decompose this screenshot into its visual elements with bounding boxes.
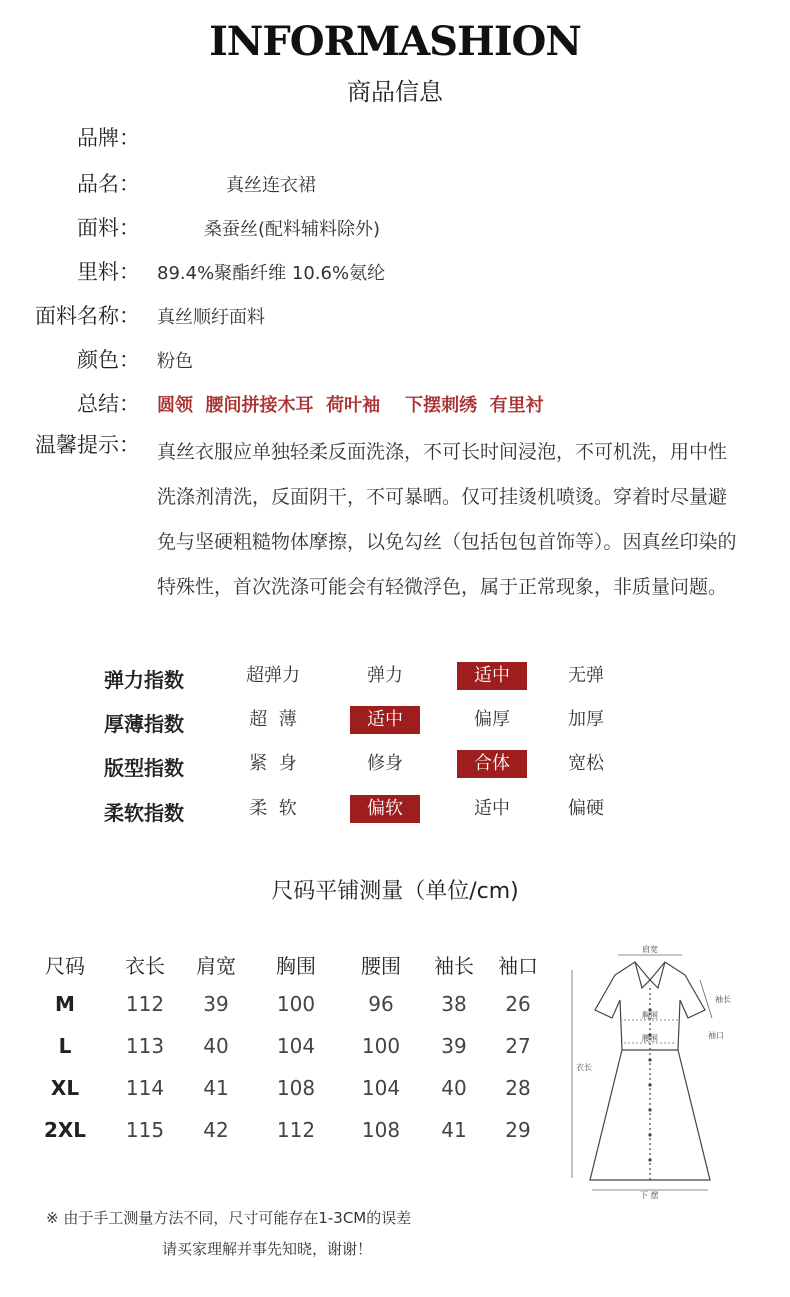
size-table-cell: 100: [276, 992, 316, 1016]
size-label: M: [55, 992, 75, 1016]
info-row: [0, 300, 790, 330]
index-row: [0, 706, 790, 738]
size-table-cell: 39: [203, 992, 229, 1016]
footer-note-line2: 请买家理解并事先知晓，谢谢！: [162, 1240, 373, 1258]
index-option: 加厚: [568, 709, 604, 730]
size-table-cell: 29: [505, 1118, 531, 1142]
index-label: 版型指数: [104, 756, 184, 780]
info-value: 桑蚕丝(配料辅料除外): [204, 219, 381, 240]
diagram-hem-label: 下 摆: [640, 1191, 659, 1200]
care-notes: 真丝衣服应单独轻柔反面洗涤，不可长时间浸泡，不可机洗，用中性洗涤剂清洗，反面阴干，不可暴晒。仅可挂烫机喷烫。穿着时尽量避免与坚硬粗糙物体摩擦，以免勾丝（包括包包首饰等）。因真丝印染的特殊性，首次洗涤可能会有轻微浮色，属于正常现象，非质量问题。: [157, 441, 737, 598]
size-table-cell: 114: [125, 1076, 165, 1100]
info-row: [0, 388, 790, 418]
index-option: 修身: [367, 753, 403, 774]
index-option: 紧 身: [249, 753, 297, 774]
info-label: 品名：: [77, 172, 140, 196]
size-table-cell: 104: [361, 1076, 401, 1100]
index-option: 超 薄: [249, 709, 297, 730]
info-row: [0, 344, 790, 374]
size-table-cell: 41: [441, 1118, 467, 1142]
index-label: 厚薄指数: [104, 712, 184, 736]
size-table-cell: 41: [203, 1076, 229, 1100]
size-table-cell: 104: [276, 1034, 316, 1058]
info-label: 颜色：: [77, 348, 140, 372]
size-table-cell: 40: [441, 1076, 467, 1100]
index-option: 弹力: [367, 665, 403, 686]
info-label: 总结：: [77, 392, 140, 416]
notes-label: 温馨提示：: [35, 433, 140, 457]
size-label: L: [58, 1034, 72, 1058]
size-table-title: 尺码平铺测量（单位/cm): [271, 879, 519, 904]
index-row: [0, 795, 790, 827]
index-label: 柔软指数: [104, 801, 184, 825]
info-value: 89.4%聚酯纤维 10.6%氨纶: [157, 263, 386, 284]
index-option-selected: 合体: [457, 750, 527, 778]
size-table-header: 腰围: [361, 954, 401, 978]
info-value: 粉色: [157, 351, 193, 372]
index-label: 弹力指数: [104, 668, 184, 692]
size-table-cell: 108: [361, 1118, 401, 1142]
info-row: [0, 122, 790, 152]
index-option: 偏硬: [568, 798, 604, 819]
size-table-cell: 96: [368, 992, 394, 1016]
info-value: 真丝顺纡面料: [157, 307, 265, 328]
info-value: 圆领 腰间拼接木耳 荷叶袖 下摆刺绣 有里衬: [157, 395, 544, 416]
info-label: 品牌：: [77, 126, 140, 150]
size-table-cell: 27: [505, 1034, 531, 1058]
brand-title: INFORMASHION: [209, 18, 581, 65]
index-option-selected: 偏软: [350, 795, 420, 823]
size-table-header: 尺码: [45, 954, 85, 978]
info-value: 真丝连衣裙: [226, 175, 316, 196]
size-table-cell: 108: [276, 1076, 316, 1100]
diagram-length-label: 衣长: [576, 1063, 592, 1072]
diagram-cuff-label: 袖口: [708, 1031, 724, 1040]
info-label: 里料：: [77, 260, 140, 284]
index-option-selected: 适中: [457, 662, 527, 690]
index-row: [0, 750, 790, 782]
size-table-cell: 26: [505, 992, 531, 1016]
size-label: XL: [50, 1076, 80, 1100]
dress-measurement-diagram: [560, 940, 750, 1200]
size-table-cell: 115: [125, 1118, 165, 1142]
size-table-header: 袖长: [434, 954, 474, 978]
size-table-header: 胸围: [276, 954, 316, 978]
size-table-header: 袖口: [498, 954, 538, 978]
size-table-cell: 100: [361, 1034, 401, 1058]
page-subtitle: 商品信息: [347, 78, 443, 106]
size-table-cell: 113: [125, 1034, 165, 1058]
diagram-sleeve-length-label: 袖长: [715, 995, 731, 1004]
size-table-header: 肩宽: [196, 954, 236, 978]
info-label: 面料名称：: [35, 304, 140, 328]
index-option: 宽松: [568, 753, 604, 774]
diagram-shoulder-label: 肩宽: [642, 945, 658, 954]
size-table-cell: 112: [125, 992, 165, 1016]
size-table-header: 衣长: [125, 954, 165, 978]
index-option: 适中: [474, 798, 510, 819]
size-table-cell: 42: [203, 1118, 229, 1142]
size-table-cell: 40: [203, 1034, 229, 1058]
size-label: 2XL: [43, 1118, 87, 1142]
index-option: 柔 软: [249, 798, 297, 819]
diagram-waist-label: 腰围: [642, 1034, 658, 1043]
index-option: 无弹: [568, 665, 604, 686]
index-row: [0, 662, 790, 694]
info-row: [0, 212, 790, 242]
info-row: [0, 168, 790, 198]
footer-note-line1: ※ 由于手工测量方法不同，尺寸可能存在1-3CM的误差: [46, 1209, 412, 1227]
size-table-cell: 112: [276, 1118, 316, 1142]
size-table-cell: 39: [441, 1034, 467, 1058]
size-table-cell: 28: [505, 1076, 531, 1100]
size-table-cell: 38: [441, 992, 467, 1016]
info-row: [0, 256, 790, 286]
index-option: 偏厚: [474, 709, 510, 730]
index-option: 超弹力: [246, 665, 300, 686]
index-option-selected: 适中: [350, 706, 420, 734]
info-label: 面料：: [77, 216, 140, 240]
diagram-chest-label: 胸围: [642, 1011, 658, 1020]
